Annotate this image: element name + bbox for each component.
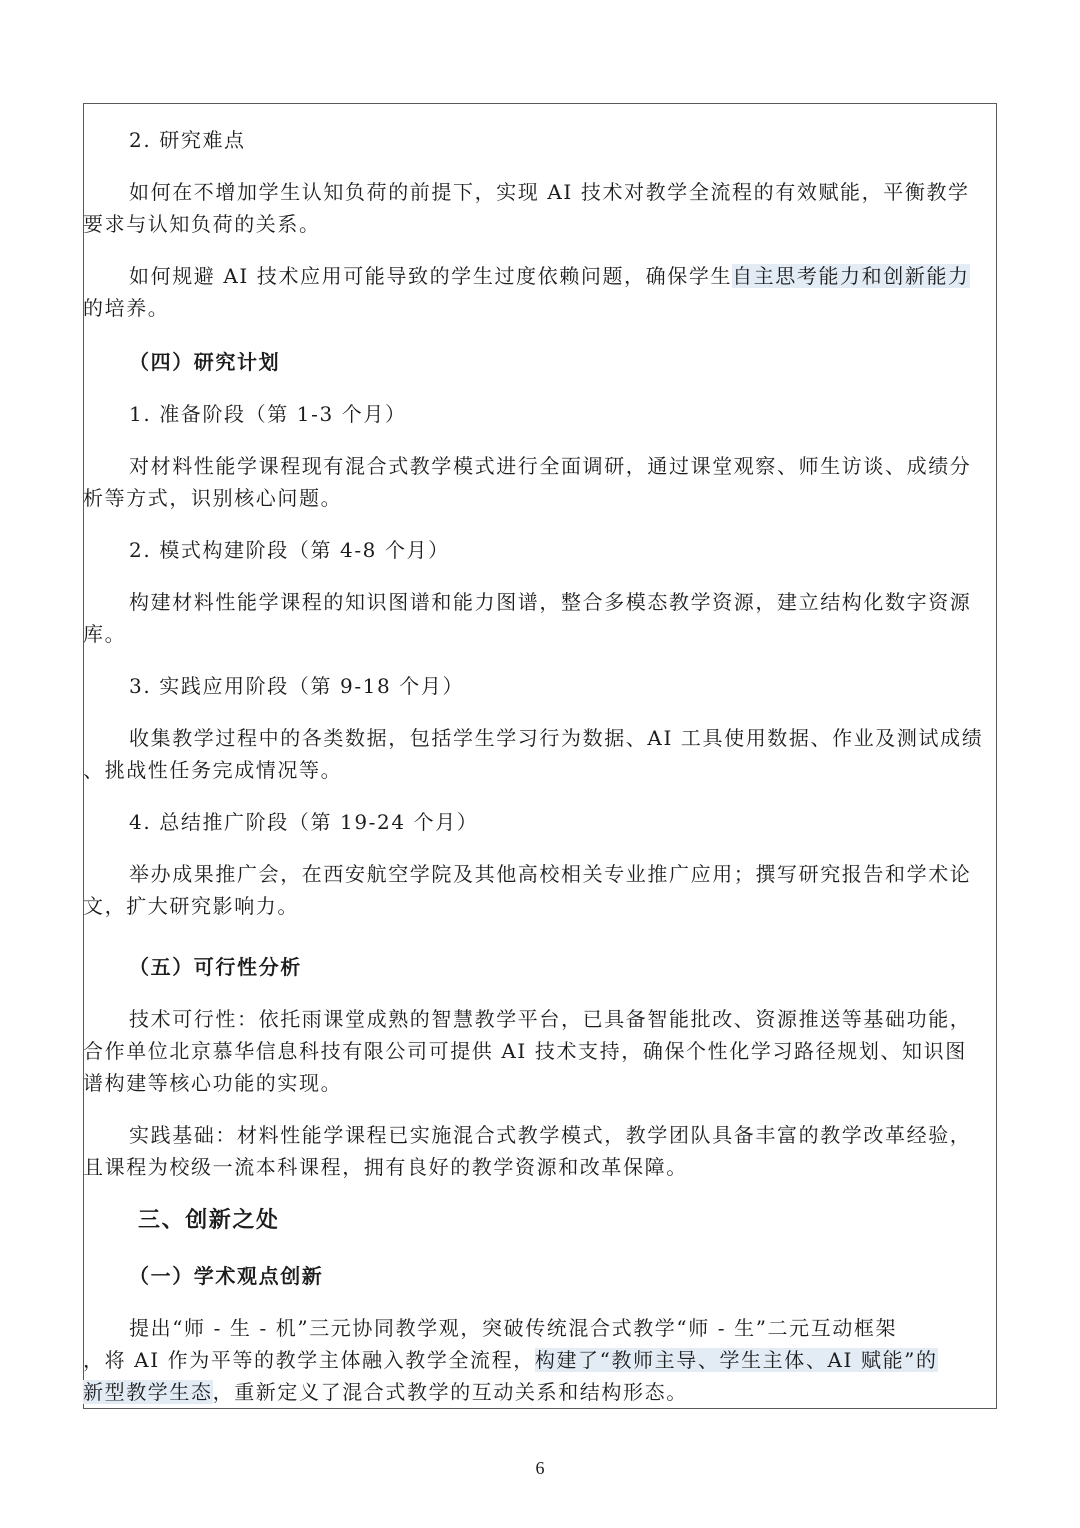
difficulties-paragraph-2-line-1 (83, 260, 983, 292)
stage-3-title: 3. 实践应用阶段（第 9-18 个月） (129, 674, 465, 698)
stage-2-line-2: 库。 (83, 622, 127, 646)
difficulties-heading: 2. 研究难点 (129, 128, 246, 152)
page-number: 6 (535, 1458, 545, 1478)
difficulties-section (83, 124, 983, 324)
innovation-section (83, 1204, 983, 1408)
highlighted-text: 构建了“教师主导、学生主体、AI 赋能”的 (534, 1348, 938, 1372)
practice-basis-line-2: 且课程为校级一流本科课程，拥有良好的教学资源和改革保障。 (83, 1155, 688, 1179)
practice-basis-line-1: 实践基础：材料性能学课程已实施混合式教学模式，教学团队具备丰富的教学改革经验， (129, 1123, 972, 1147)
stage-1-title: 1. 准备阶段（第 1-3 个月） (129, 402, 407, 426)
academic-innovation-line-3 (83, 1376, 983, 1408)
highlighted-text: 自主思考能力和创新能力 (732, 264, 970, 288)
difficulties-paragraph-2-line-2: 的培养。 (83, 296, 170, 320)
feasibility-section (83, 951, 983, 1183)
stage-2-line-1: 构建材料性能学课程的知识图谱和能力图谱，整合多模态教学资源，建立结构化数字资源 (129, 590, 972, 614)
feasibility-heading: （五）可行性分析 (129, 955, 302, 979)
innovation-heading: 三、创新之处 (138, 1207, 280, 1233)
academic-innovation-text: ，将 AI 作为平等的教学主体融入教学全流程， (83, 1348, 535, 1372)
stage-4-title: 4. 总结推广阶段（第 19-24 个月） (129, 810, 479, 834)
difficulties-paragraph-1-line-2: 要求与认知负荷的关系。 (83, 212, 321, 236)
academic-innovation-line-2 (83, 1344, 983, 1376)
technical-feasibility-line-3: 谱构建等核心功能的实现。 (83, 1071, 343, 1095)
difficulties-paragraph-1-line-1: 如何在不增加学生认知负荷的前提下，实现 AI 技术对教学全流程的有效赋能，平衡教学 (129, 180, 970, 204)
technical-feasibility-line-2: 合作单位北京慕华信息科技有限公司可提供 AI 技术支持，确保个性化学习路径规划、知识图 (83, 1039, 967, 1063)
stage-1-line-1: 对材料性能学课程现有混合式教学模式进行全面调研，通过课堂观察、师生访谈、成绩分 (129, 454, 972, 478)
stage-4-line-2: 文，扩大研究影响力。 (83, 894, 299, 918)
academic-innovation-heading: （一）学术观点创新 (129, 1264, 324, 1288)
difficulties-paragraph-2-text: 如何规避 AI 技术应用可能导致的学生过度依赖问题，确保学生 (129, 264, 733, 288)
research-plan-heading: （四）研究计划 (129, 350, 281, 374)
stage-3-line-1: 收集教学过程中的各类数据，包括学生学习行为数据、AI 工具使用数据、作业及测试成绩 (129, 726, 984, 750)
stage-2-title: 2. 模式构建阶段（第 4-8 个月） (129, 538, 450, 562)
academic-innovation-text: ，重新定义了混合式教学的互动关系和结构形态。 (212, 1380, 688, 1404)
research-plan-section (83, 346, 983, 922)
highlighted-text: 新型教学生态 (83, 1380, 213, 1404)
academic-innovation-line-1: 提出“师 - 生 - 机”三元协同教学观，突破传统混合式教学“师 - 生”二元互动框架 (129, 1316, 898, 1340)
stage-1-line-2: 析等方式，识别核心问题。 (83, 486, 343, 510)
stage-3-line-2: 、挑战性任务完成情况等。 (83, 758, 343, 782)
technical-feasibility-line-1: 技术可行性：依托雨课堂成熟的智慧教学平台，已具备智能批改、资源推送等基础功能， (129, 1007, 972, 1031)
stage-4-line-1: 举办成果推广会，在西安航空学院及其他高校相关专业推广应用；撰写研究报告和学术论 (129, 862, 972, 886)
